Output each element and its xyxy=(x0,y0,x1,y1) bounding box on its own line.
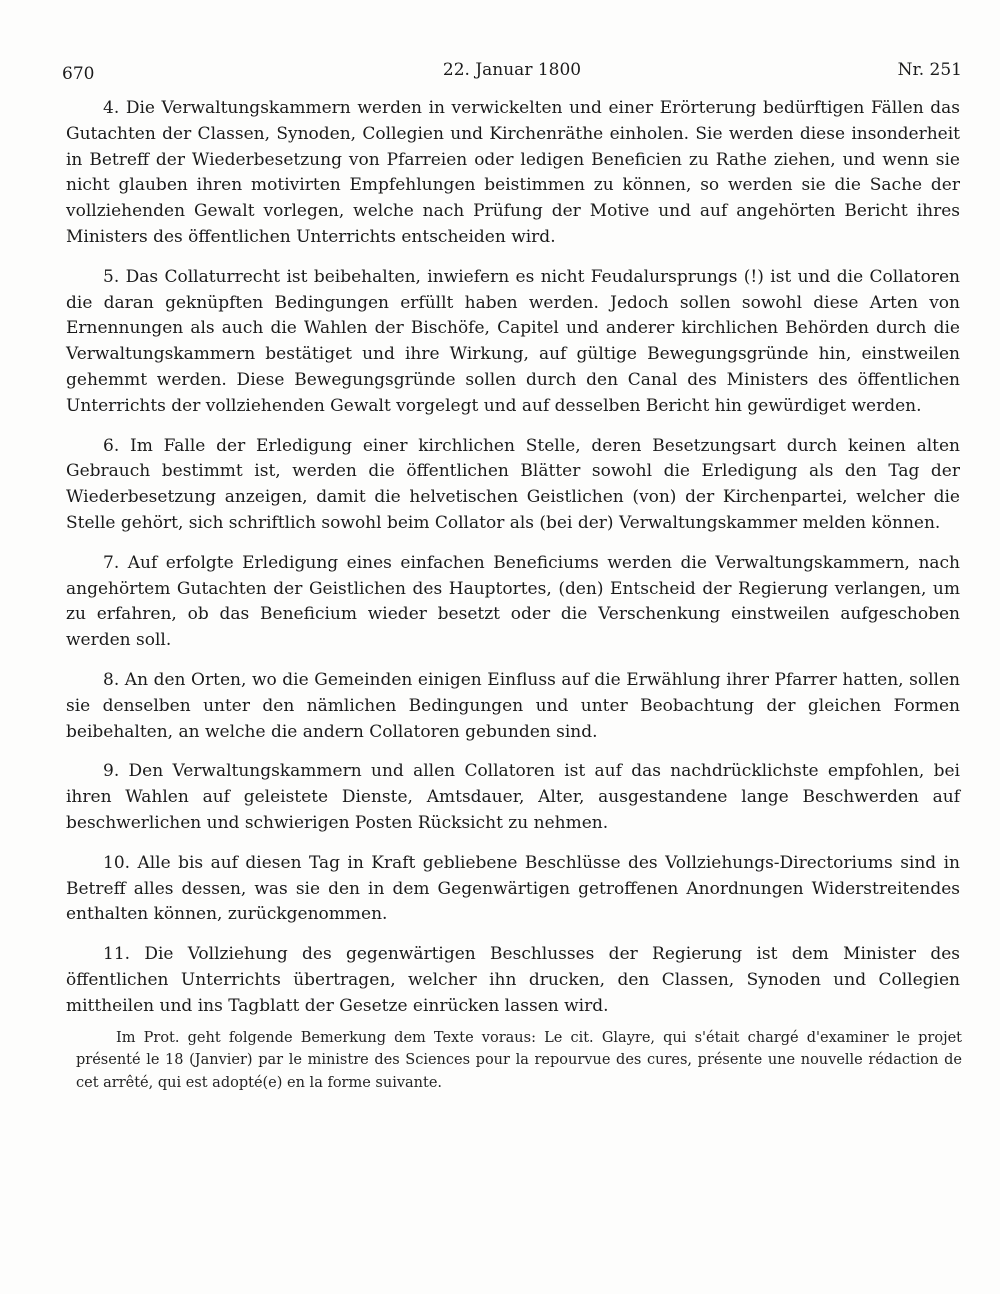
paragraph-5: 5. Das Collaturrecht ist beibehalten, inwiefern es nicht Feudalursprungs (!) ist und die Collatoren die daran geknüpften Bedingungen erfüllt haben werden. Jedoch sollen sowohl diese Arten von Ernennungen als auch die Wahlen der Bischöfe, Capitel und anderer kirchlichen Behörden durch die Verwaltungskammern bestätiget und ihre Wirkung, auf gültige Bewegungsgründe hin, einstweilen gehemmt werden. Diese Bewegungsgründe sollen durch den Canal des Ministers des öffentlichen Unterrichts der vollziehenden Gewalt vorgelegt und auf desselben Bericht hin gewürdiget werden. xyxy=(66,266,960,416)
paragraph-7: 7. Auf erfolgte Erledigung eines einfachen Beneficiums werden die Verwaltungskammern, nach angehörtem Gutachten der Geistlichen des Hauptortes, (den) Entscheid der Regierung verlangen, um zu erfahren, ob das Beneficium wieder besetzt oder die Verschenkung einstweilen aufgeschoben werden soll. xyxy=(66,552,960,651)
paragraph-6: 6. Im Falle der Erledigung einer kirchlichen Stelle, deren Besetzungsart durch keinen alten Gebrauch bestimmt ist, werden die öffentlichen Blätter sowohl die Erledigung als den Tag der Wiederbesetzung anzeigen, damit die helvetischen Geistlichen (von) der Kirchenpartei, welcher die Stelle gehört, sich schriftlich sowohl beim Collator als (bei der) Verwaltungskammer melden können. xyxy=(66,435,960,533)
paragraph-8: 8. An den Orten, wo die Gemeinden einigen Einfluss auf die Erwählung ihrer Pfarrer hatten, sollen sie denselben unter den nämlichen Bedingungen und unter Beobachtung der gleichen Formen beibehalten, an welche die andern Collatoren gebunden sind. xyxy=(66,669,960,742)
header-date: 22. Januar 1800 xyxy=(442,60,582,80)
main-text xyxy=(66,96,960,1034)
paragraph-4: 4. Die Verwaltungskammern werden in verwickelten und einer Erörterung bedürftigen Fällen das Gutachten der Classen, Synoden, Collegien und Kirchenräthe einholen. Sie werden diese insonderheit in Betreff der Wiederbesetzung von Pfarreien oder ledigen Beneficien zu Rathe ziehen, und wenn sie nicht glauben ihren motivirten Empfehlungen beistimmen zu können, so werden sie die Sache der vollziehenden Gewalt vorlegen, welche nach Prüfung der Motive und auf angehörten Bericht ihres Ministers des öffentlichen Unterrichts entscheiden wird. xyxy=(66,98,960,247)
paragraph-9: 9. Den Verwaltungskammern und allen Collatoren ist auf das nachdrücklichste empfohlen, bei ihren Wahlen auf geleistete Dienste, Amtsdauer, Alter, ausgestandene lange Beschwerden auf beschwerlichen und schwierigen Posten Rücksicht zu nehmen. xyxy=(66,761,960,833)
paragraph-11: 11. Die Vollziehung des gegenwärtigen Beschlusses der Regierung ist dem Minister des öffentlichen Unterrichts übertragen, welcher ihn drucken, den Classen, Synoden und Collegien mittheilen und ins Tagblatt der Gesetze einrücken lassen wird. xyxy=(66,944,960,1016)
page-number: 670 xyxy=(62,64,95,84)
page-header xyxy=(62,60,962,86)
footnote: Im Prot. geht folgende Bemerkung dem Texte voraus: Le cit. Glayre, qui s'était chargé d'examiner le projet présenté le 18 (Janvier) par le ministre des Sciences pour la repourvue des cures, présente une nouvelle rédaction de cet arrêté, qui est adopté(e) en la forme suivante. xyxy=(76,1029,962,1091)
paragraph-10: 10. Alle bis auf diesen Tag in Kraft gebliebene Beschlüsse des Vollziehungs-Directoriums sind in Betreff alles dessen, was sie den in dem Gegenwärtigen getroffenen Anordnungen Widerstreitendes enthalten können, zurückgenommen. xyxy=(66,852,960,925)
document-number: Nr. 251 xyxy=(897,60,962,80)
